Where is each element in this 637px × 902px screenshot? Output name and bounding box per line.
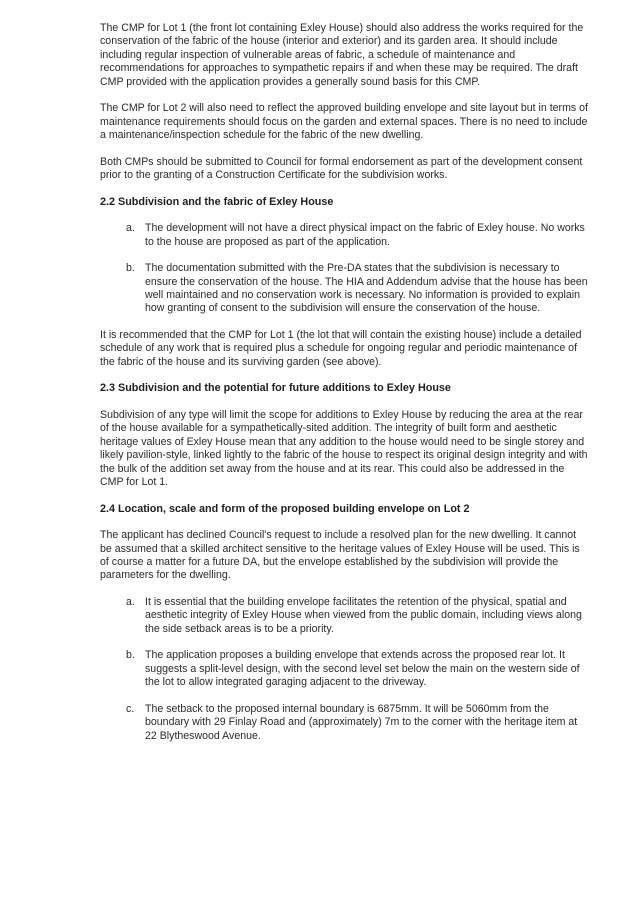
list-item-text: The application proposes a building envelope that extends across the proposed rear lot. It suggests a split-level design, with the second level set below the main on the western side of the lot to allow integrated garaging adjacent to the driveway. [145, 649, 580, 689]
paragraph-cmp-lot1: The CMP for Lot 1 (the front lot containing Exley House) should also address the works required for the conservation of the fabric of the house (interior and exterior) and its garden area. It should include including regular inspection of vulnerable areas of fabric, a schedule of maintenance and recommendations for approaches to sympathetic repairs if and when these may be required. The draft CMP provided with the application provides a generally sound basis for this CMP. [100, 22, 584, 88]
list-item-text: It is essential that the building envelope facilitates the retention of the physical, spatial and aesthetic integrity of Exley House when viewed from the public domain, including views along the side setback areas is to be a priority. [145, 596, 582, 635]
list-item [100, 262, 588, 316]
list-marker: b. [126, 262, 135, 275]
paragraph-2-2-recommendation: It is recommended that the CMP for Lot 1 (the lot that will contain the existing house) include a detailed schedule of any work that is required plus a schedule for ongoing regular and periodic maintenance of the fabric of the house and its surviving garden (see above). [100, 329, 582, 368]
paragraph-2-4-body: The applicant has declined Council's request to include a resolved plan for the new dwelling. It cannot be assumed that a skilled architect sensitive to the heritage values of Exley House will be used. This is of course a matter for a future DA, but the envelope established by the subdivision will provide the parameters for the dwelling. [100, 529, 580, 582]
document-page [100, 22, 588, 756]
list-marker: b. [126, 649, 135, 662]
list-item-text: The documentation submitted with the Pre-DA states that the subdivision is necessary to ensure the conservation of the house. The HIA and Addendum advise that the house has been well maintained and no conservation work is necessary. No information is provided to explain how granting of consent to the subdivision will ensure the conservation of the house. [145, 262, 588, 315]
list-item [100, 649, 588, 689]
paragraph-cmp-lot2: The CMP for Lot 2 will also need to reflect the approved building envelope and site layout but in terms of maintenance requirements should focus on the garden and external spaces. There is no need to include a maintenance/inspection schedule for the fabric of the new dwelling. [100, 102, 588, 142]
list-marker: a. [126, 596, 135, 609]
list-2-2 [100, 222, 588, 316]
list-item-text: The development will not have a direct physical impact on the fabric of Exley house. No works to the house are proposed as part of the application. [145, 222, 585, 248]
heading-2-4: 2.4 Location, scale and form of the proposed building envelope on Lot 2 [100, 502, 470, 515]
list-marker: c. [126, 702, 135, 715]
list-marker: a. [126, 222, 135, 235]
list-item [100, 703, 588, 743]
heading-2-3: 2.3 Subdivision and the potential for future additions to Exley House [100, 382, 451, 395]
paragraph-cmp-submission: Both CMPs should be submitted to Council for formal endorsement as part of the development consent prior to the granting of a Construction Certificate for the subdivision works. [100, 155, 583, 182]
paragraph-2-3-body: Subdivision of any type will limit the scope for additions to Exley House by reducing the area at the rear of the house available for a sympathetically-sited addition. The integrity of built form and aesthetic heritage values of Exley House mean that any addition to the house would need to be single storey and likely pavilion-style, linked lightly to the fabric of the house to respect its original design integrity and with the bulk of the addition set away from the house and at its rear. This could also be addressed in the CMP for Lot 1. [100, 409, 588, 489]
list-item-text: The setback to the proposed internal boundary is 6875mm. It will be 5060mm from the boundary with 29 Finlay Road and (approximately) 7m to the corner with the heritage item at 22 Blytheswood Avenue. [145, 702, 578, 742]
list-item [100, 596, 588, 636]
list-item [100, 222, 588, 249]
list-2-4 [100, 596, 588, 743]
heading-2-2: 2.2 Subdivision and the fabric of Exley House [100, 195, 334, 208]
